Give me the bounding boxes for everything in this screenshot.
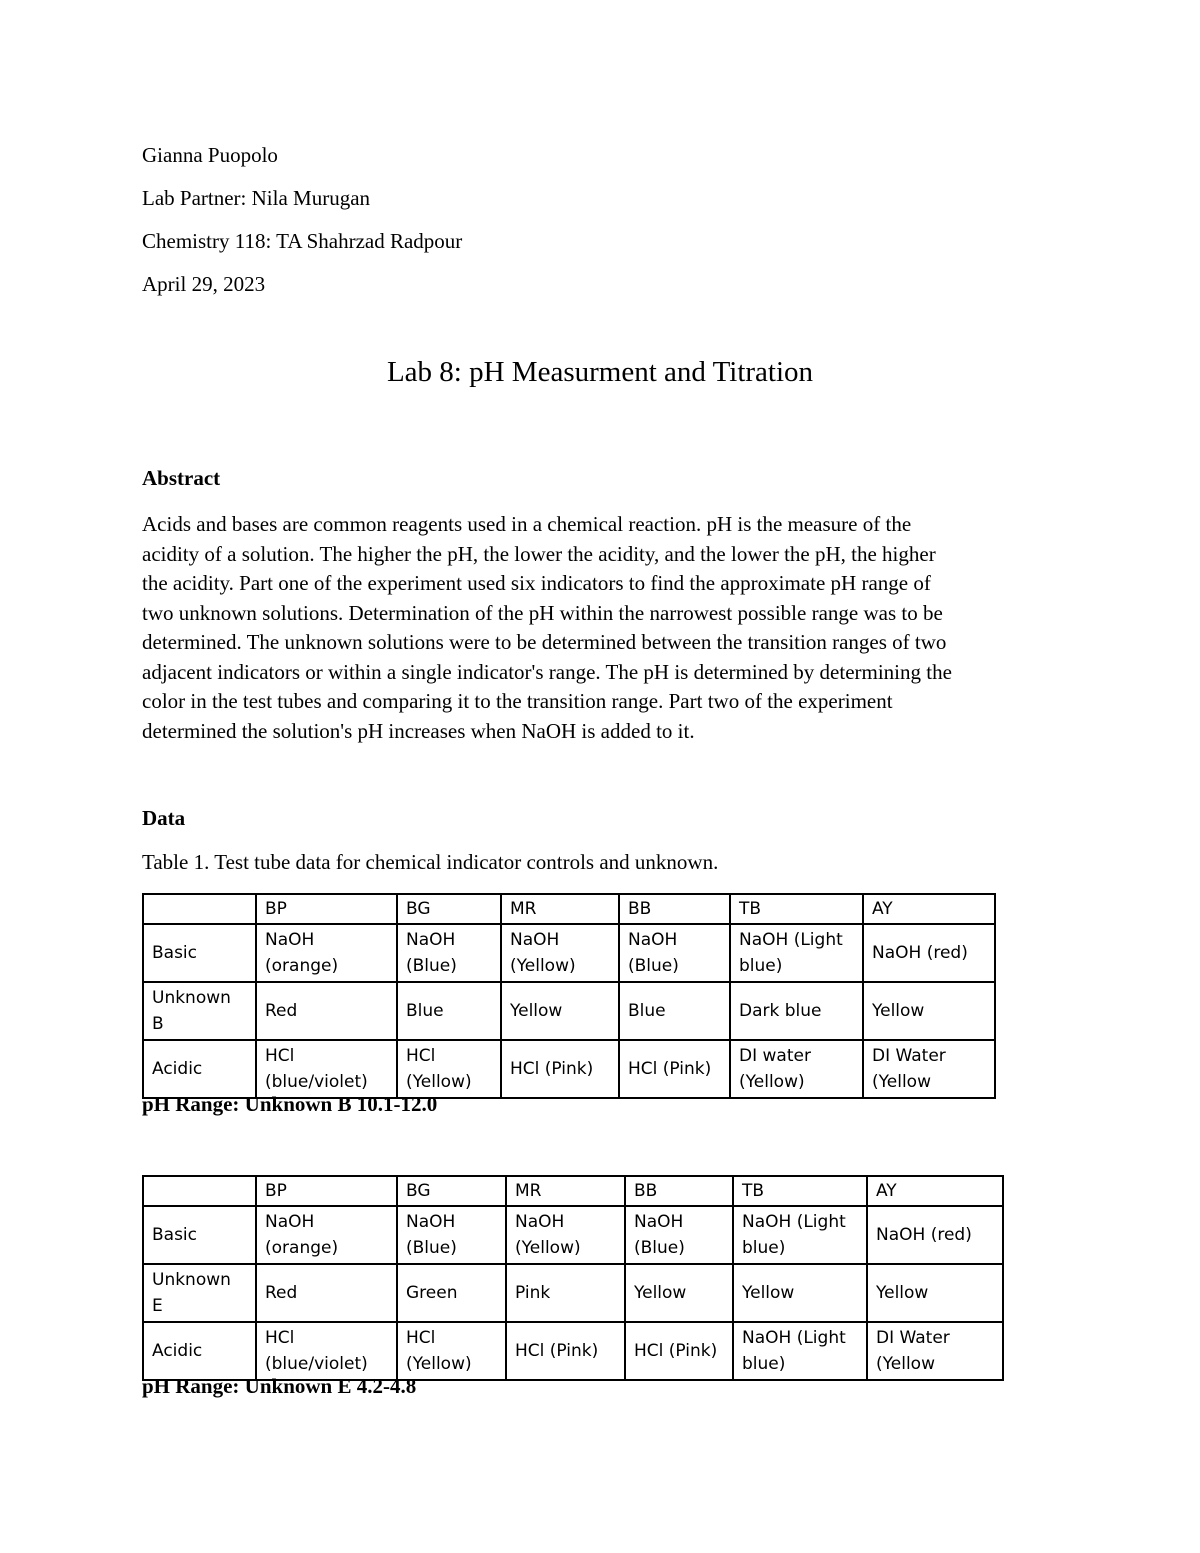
table-cell: NaOH (Blue) bbox=[397, 924, 501, 982]
table-header-cell: TB bbox=[730, 894, 863, 924]
table-cell: HCl (Yellow) bbox=[397, 1322, 506, 1380]
table-cell: Blue bbox=[619, 982, 730, 1040]
table-cell: HCl (Pink) bbox=[501, 1040, 619, 1098]
course-info: Chemistry 118: TA Shahrzad Radpour bbox=[142, 229, 463, 253]
row-label: Basic bbox=[143, 924, 256, 982]
table-cell: NaOH (Yellow) bbox=[506, 1206, 625, 1264]
abstract-line: the acidity. Part one of the experiment used six indicators to find the approximate pH range of bbox=[142, 571, 931, 595]
row-label: Acidic bbox=[143, 1322, 256, 1380]
table-header-cell: AY bbox=[867, 1176, 1003, 1206]
abstract-line: Acids and bases are common reagents used in a chemical reaction. pH is the measure of the bbox=[142, 512, 912, 536]
table-cell: Yellow bbox=[501, 982, 619, 1040]
lab-partner: Lab Partner: Nila Murugan bbox=[142, 186, 371, 210]
table-header-cell: BG bbox=[397, 894, 501, 924]
table-cell: HCl (Pink) bbox=[625, 1322, 733, 1380]
table-cell: DI Water (Yellow bbox=[867, 1322, 1003, 1380]
abstract-line: two unknown solutions. Determination of the pH within the narrowest possible range was to be bbox=[142, 600, 943, 625]
abstract-paragraph bbox=[142, 510, 1062, 746]
row-label: Unknown E bbox=[143, 1264, 256, 1322]
table-row bbox=[143, 1040, 995, 1098]
indicator-table-unknown-e bbox=[142, 1175, 1004, 1381]
table-cell: NaOH (orange) bbox=[256, 1206, 397, 1264]
table-cell: NaOH (orange) bbox=[256, 924, 397, 982]
table-cell: Red bbox=[256, 982, 397, 1040]
table-cell: HCl (Pink) bbox=[506, 1322, 625, 1380]
table-cell: Pink bbox=[506, 1264, 625, 1322]
table-cell: NaOH (Blue) bbox=[619, 924, 730, 982]
table-header-cell: BP bbox=[256, 1176, 397, 1206]
table-row bbox=[143, 982, 995, 1040]
table-cell: Yellow bbox=[625, 1264, 733, 1322]
abstract-line: determined. The unknown solutions were to be determined between the transition ranges of two bbox=[142, 630, 947, 654]
table-cell: HCl (Pink) bbox=[619, 1040, 730, 1098]
table-row bbox=[143, 1206, 1003, 1264]
table-cell: NaOH (Light blue) bbox=[730, 924, 863, 982]
table-cell: DI Water (Yellow bbox=[863, 1040, 995, 1098]
table1-caption: Table 1. Test tube data for chemical indicator controls and unknown. bbox=[142, 850, 719, 874]
table-header-cell: BB bbox=[625, 1176, 733, 1206]
table-cell: Yellow bbox=[733, 1264, 867, 1322]
ph-range-unknown-e: pH Range: Unknown E 4.2-4.8 bbox=[142, 1374, 417, 1398]
table-row bbox=[143, 1322, 1003, 1380]
table-header-cell: TB bbox=[733, 1176, 867, 1206]
table-cell: HCl (blue/violet) bbox=[256, 1322, 397, 1380]
abstract-line: acidity of a solution. The higher the pH, the lower the acidity, and the lower the pH, the higher bbox=[142, 541, 936, 566]
table-cell: Green bbox=[397, 1264, 506, 1322]
table-cell: Dark blue bbox=[730, 982, 863, 1040]
table-cell: Yellow bbox=[867, 1264, 1003, 1322]
table-cell: NaOH (red) bbox=[867, 1206, 1003, 1264]
table-cell: NaOH (Blue) bbox=[625, 1206, 733, 1264]
table-cell: NaOH (Yellow) bbox=[501, 924, 619, 982]
table-cell: NaOH (Light blue) bbox=[733, 1206, 867, 1264]
table-cell: Yellow bbox=[863, 982, 995, 1040]
row-label: Unknown B bbox=[143, 982, 256, 1040]
table-header-cell: BB bbox=[619, 894, 730, 924]
indicator-table-unknown-b bbox=[142, 893, 996, 1099]
table-header-cell bbox=[143, 1176, 256, 1206]
table-header-cell: BG bbox=[397, 1176, 506, 1206]
abstract-line: adjacent indicators or within a single indicator's range. The pH is determined by determining the bbox=[142, 659, 952, 684]
table-cell: DI water (Yellow) bbox=[730, 1040, 863, 1098]
table-row bbox=[143, 1264, 1003, 1322]
table-cell: NaOH (Blue) bbox=[397, 1206, 506, 1264]
table-header-cell: MR bbox=[501, 894, 619, 924]
data-heading: Data bbox=[142, 806, 186, 830]
table-header-row bbox=[143, 894, 995, 924]
table-header-row bbox=[143, 1176, 1003, 1206]
row-label: Acidic bbox=[143, 1040, 256, 1098]
table-header-cell: BP bbox=[256, 894, 397, 924]
table-row bbox=[143, 924, 995, 982]
abstract-line: determined the solution's pH increases when NaOH is added to it. bbox=[142, 718, 695, 743]
table-cell: Blue bbox=[397, 982, 501, 1040]
report-date: April 29, 2023 bbox=[142, 272, 266, 296]
table-cell: HCl (blue/violet) bbox=[256, 1040, 397, 1098]
document-title: Lab 8: pH Measurment and Titration bbox=[386, 356, 814, 388]
table-cell: HCl (Yellow) bbox=[397, 1040, 501, 1098]
table-header-cell: MR bbox=[506, 1176, 625, 1206]
row-label: Basic bbox=[143, 1206, 256, 1264]
table-header-cell bbox=[143, 894, 256, 924]
table-cell: NaOH (Light blue) bbox=[733, 1322, 867, 1380]
abstract-heading: Abstract bbox=[142, 466, 221, 490]
author-name: Gianna Puopolo bbox=[142, 143, 278, 167]
table-cell: NaOH (red) bbox=[863, 924, 995, 982]
abstract-line: color in the test tubes and comparing it to the transition range. Part two of the experiment bbox=[142, 689, 893, 713]
ph-range-unknown-b: pH Range: Unknown B 10.1-12.0 bbox=[142, 1092, 438, 1116]
table-cell: Red bbox=[256, 1264, 397, 1322]
table-header-cell: AY bbox=[863, 894, 995, 924]
